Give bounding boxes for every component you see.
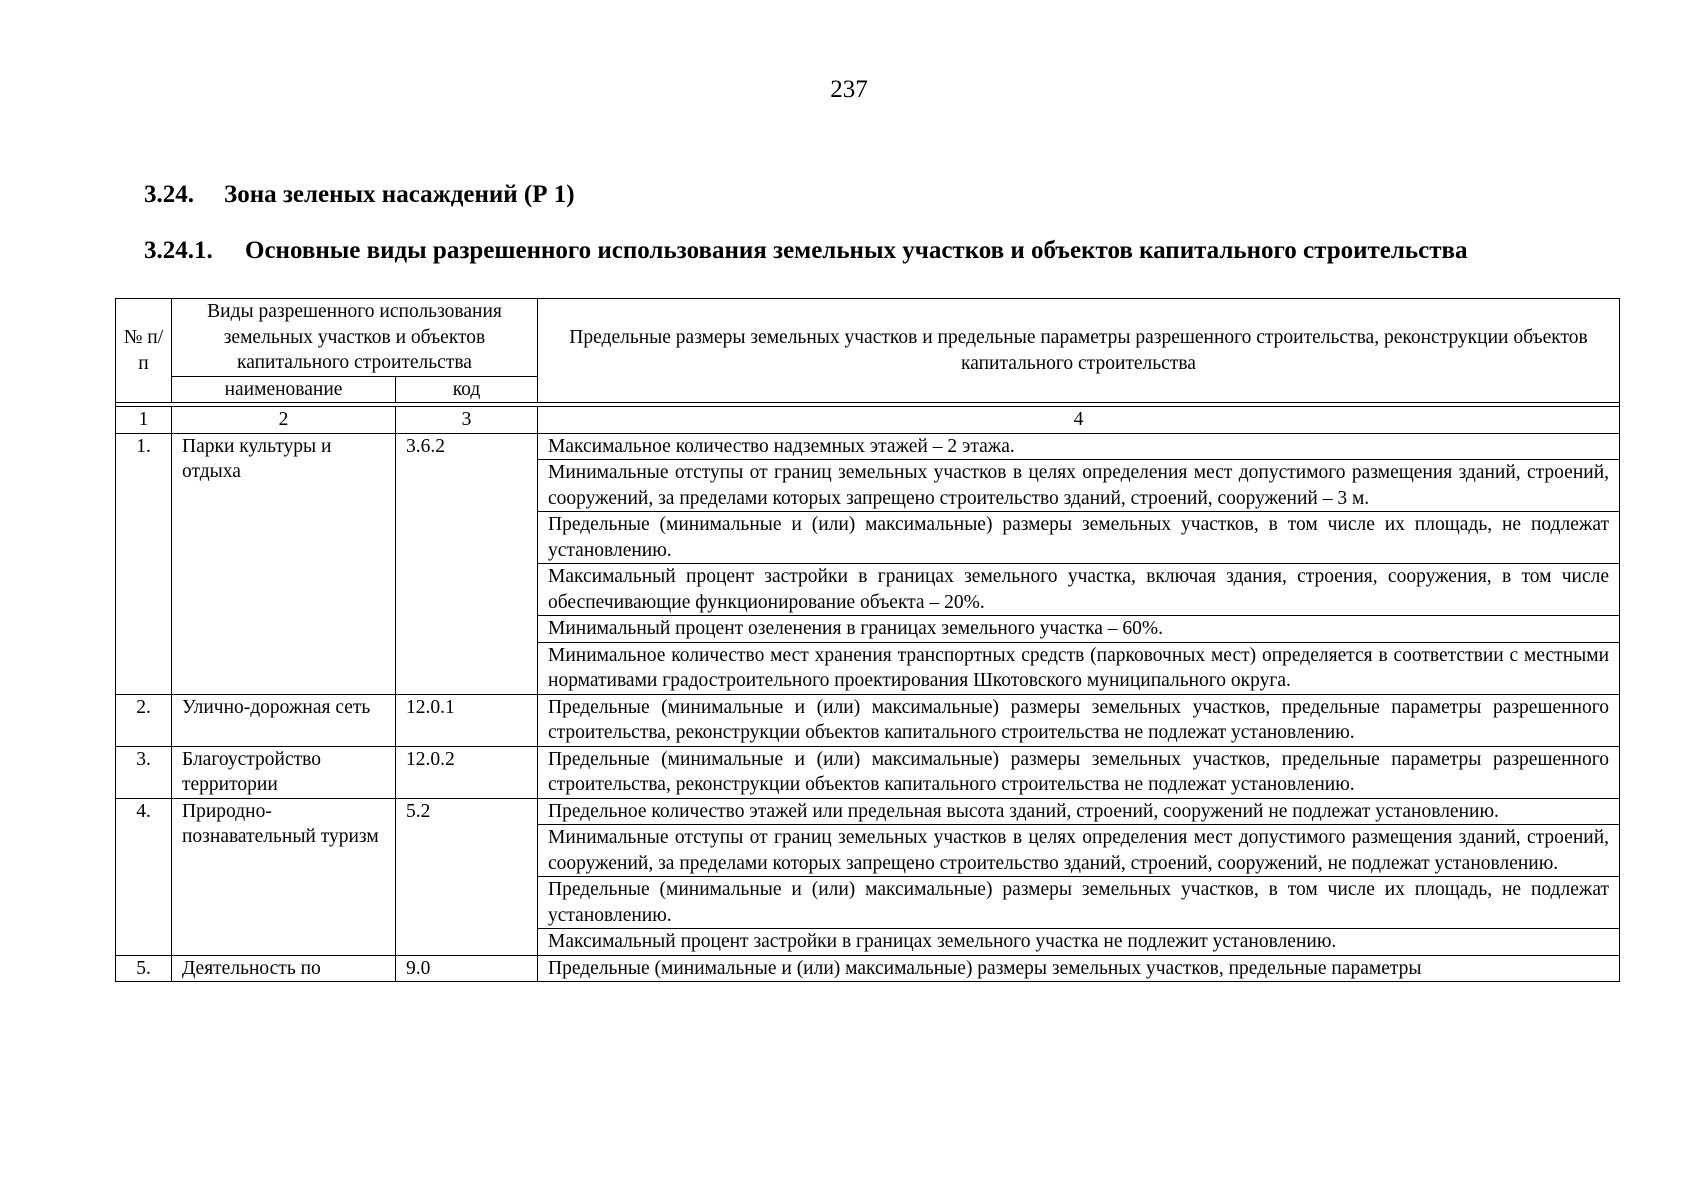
column-number: 1 [116, 407, 172, 434]
parameter-text: Предельные (минимальные и (или) максимальные) размеры земельных участков, в том числе их площадь, не подлежат установлению. [538, 877, 1620, 929]
use-type-name: Деятельность по [172, 955, 396, 982]
parameter-text: Предельные (минимальные и (или) максимальные) размеры земельных участков, предельные параметры [538, 955, 1620, 982]
use-type-code: 12.0.2 [396, 746, 538, 798]
parameter-text: Предельные (минимальные и (или) максимальные) размеры земельных участков, предельные параметры разрешенного строительства, реконструкции объектов капитального строительства не подлежат установлению. [538, 694, 1620, 746]
parameter-text: Минимальные отступы от границ земельных участков в целях определения мест допустимого размещения зданий, строений, сооружений, за пределами которых запрещено строительство зданий, строений, сооружений, не подлежат установлению. [538, 825, 1620, 877]
table-row [116, 433, 1620, 460]
page-number: 237 [830, 76, 868, 103]
table-row [116, 798, 1620, 825]
section-title-text: Зона зеленых насаждений (Р 1) [224, 181, 575, 208]
use-type-name: Благоустройство территории [172, 746, 396, 798]
header-num: № п/п [116, 299, 172, 403]
row-number: 2. [116, 694, 172, 746]
use-type-name: Природно-познавательный туризм [172, 798, 396, 955]
use-type-code: 9.0 [396, 955, 538, 982]
column-number: 2 [172, 407, 396, 434]
header-code: код [396, 376, 538, 403]
parameter-text: Максимальное количество надземных этажей – 2 этажа. [538, 433, 1620, 460]
subsection-title-text: Основные виды разрешенного использования земельных участков и объектов капитального строительства [245, 237, 1468, 264]
header-name: наименование [172, 376, 396, 403]
header-types-group: Виды разрешенного использования земельных участков и объектов капитального строительства [172, 299, 538, 377]
parameter-text: Предельные (минимальные и (или) максимальные) размеры земельных участков, предельные параметры разрешенного строительства, реконструкции объектов капитального строительства не подлежат установлению. [538, 746, 1620, 798]
use-type-name: Улично-дорожная сеть [172, 694, 396, 746]
row-number: 5. [116, 955, 172, 982]
use-type-code: 12.0.1 [396, 694, 538, 746]
section-number: 3.24. [144, 181, 194, 208]
use-type-code: 5.2 [396, 798, 538, 955]
header-params: Предельные размеры земельных участков и предельные параметры разрешенного строительства, реконструкции объектов капитального строительства [538, 299, 1620, 403]
subsection-title [144, 236, 1618, 266]
column-numbers-row [116, 407, 1620, 434]
subsection-number: 3.24.1. [144, 237, 213, 264]
use-type-name: Парки культуры и отдыха [172, 433, 396, 694]
table-header-row [116, 299, 1620, 377]
column-number: 3 [396, 407, 538, 434]
table-row [116, 694, 1620, 746]
row-number: 4. [116, 798, 172, 955]
permitted-use-table [115, 298, 1620, 982]
parameter-text: Предельное количество этажей или предельная высота зданий, строений, сооружений не подлежат установлению. [538, 798, 1620, 825]
row-number: 1. [116, 433, 172, 694]
parameter-text: Предельные (минимальные и (или) максимальные) размеры земельных участков, в том числе их площадь, не подлежат установлению. [538, 512, 1620, 564]
parameter-text: Минимальный процент озеленения в границах земельного участка – 60%. [538, 616, 1620, 643]
table-row [116, 746, 1620, 798]
parameter-text: Максимальный процент застройки в границах земельного участка не подлежит установлению. [538, 929, 1620, 956]
column-number: 4 [538, 407, 1620, 434]
parameter-text: Минимальные отступы от границ земельных участков в целях определения мест допустимого размещения зданий, строений, сооружений, за пределами которых запрещено строительство зданий, строений, сооружений – 3 м. [538, 460, 1620, 512]
row-number: 3. [116, 746, 172, 798]
use-type-code: 3.6.2 [396, 433, 538, 694]
parameter-text: Минимальное количество мест хранения транспортных средств (парковочных мест) определяется в соответствии с местными нормативами градостроительного проектирования Шкотовского муниципального округа. [538, 642, 1620, 694]
section-title [144, 180, 575, 210]
table-row [116, 955, 1620, 982]
parameter-text: Максимальный процент застройки в границах земельного участка, включая здания, строения, сооружения, в том числе обеспечивающие функционирование объекта – 20%. [538, 564, 1620, 616]
